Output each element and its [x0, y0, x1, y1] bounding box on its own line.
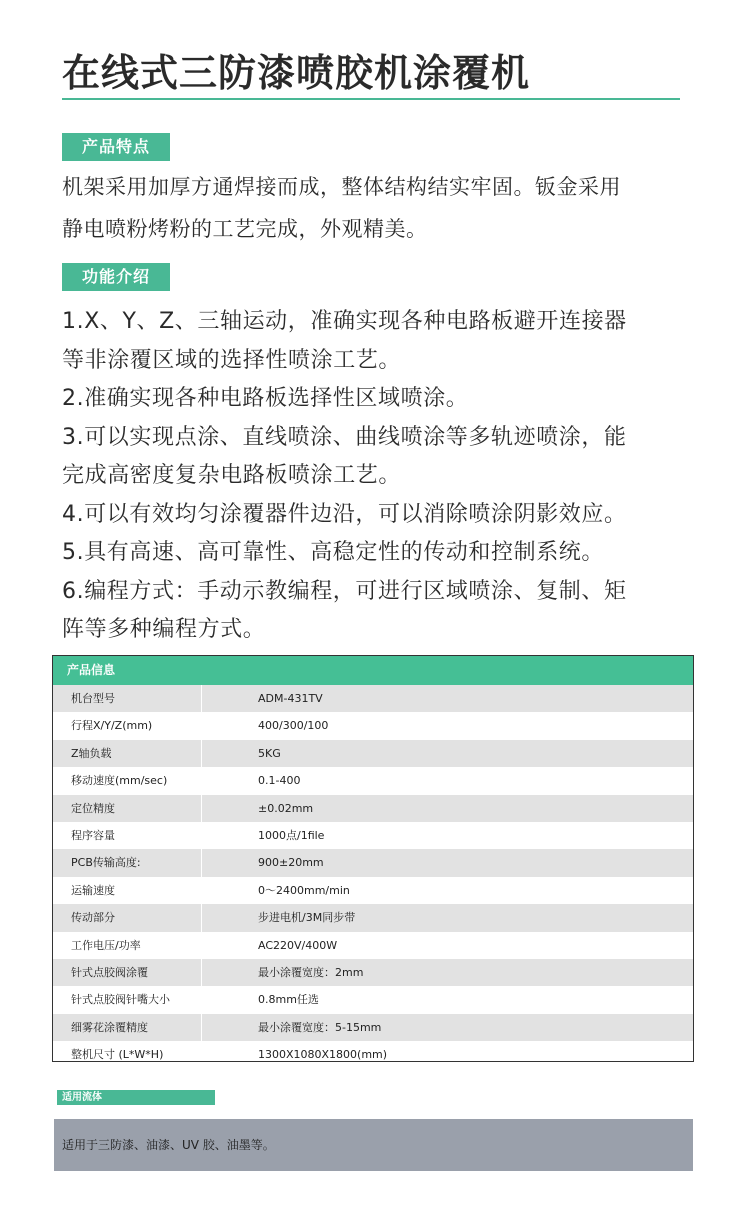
row-value: 1000点/1file: [258, 828, 325, 842]
functions-line: 等非涂覆区域的选择性喷涂工艺。: [62, 347, 402, 373]
row-label: 针式点胶阀涂覆: [71, 965, 148, 979]
row-label: 整机尺寸 (L*W*H): [71, 1048, 164, 1062]
functions-line: 5.具有高速、高可靠性、高稳定性的传动和控制系统。: [62, 540, 604, 565]
row-label: 细雾花涂覆精度: [71, 1020, 148, 1034]
row-value: 900±20mm: [258, 856, 324, 870]
row-value: AC220V/400W: [258, 938, 338, 952]
table-row: [53, 849, 693, 876]
fluids-box: [54, 1119, 693, 1171]
table-row: [53, 986, 693, 1013]
features-text: [62, 166, 692, 250]
row-label: 程序容量: [71, 828, 115, 842]
table-row: [53, 767, 693, 794]
features-line: 静电喷粉烤粉的工艺完成，外观精美。: [62, 217, 428, 241]
row-value: 最小涂覆宽度：5-15mm: [258, 1020, 382, 1034]
table-row: [53, 1014, 693, 1041]
row-value: 0.1-400: [258, 774, 301, 788]
functions-line: 1.X、Y、Z、三轴运动，准确实现各种电路板避开连接器: [62, 309, 627, 334]
row-label: 工作电压/功率: [71, 938, 141, 952]
functions-tag: 功能介绍: [62, 263, 170, 291]
functions-list: [62, 303, 702, 650]
product-info-header: 产品信息: [53, 656, 693, 685]
row-value: 步进电机/3M同步带: [258, 911, 356, 925]
row-value: 5KG: [258, 746, 281, 760]
row-label: 针式点胶阀针嘴大小: [71, 993, 170, 1007]
product-info-table: [52, 655, 694, 1062]
functions-line: 6.编程方式：手动示教编程，可进行区域喷涂、复制、矩: [62, 578, 627, 604]
row-label: PCB传输高度:: [71, 856, 141, 870]
title-divider: [62, 98, 680, 100]
table-row: [53, 877, 693, 904]
table-row: [53, 959, 693, 986]
row-value: 0.8mm任选: [258, 993, 319, 1007]
table-row: [53, 1041, 693, 1068]
row-value: 0～2400mm/min: [258, 883, 350, 897]
column-divider: [201, 685, 202, 1061]
functions-line: 4.可以有效均匀涂覆器件边沿，可以消除喷涂阴影效应。: [62, 501, 627, 527]
functions-line: 阵等多种编程方式。: [62, 617, 266, 642]
row-label: 移动速度(mm/sec): [71, 774, 168, 788]
table-row: [53, 712, 693, 739]
table-row: [53, 740, 693, 767]
row-label: 机台型号: [71, 692, 115, 705]
table-row: [53, 932, 693, 959]
table-row: [53, 904, 693, 931]
row-value: 最小涂覆宽度：2mm: [258, 965, 364, 979]
row-label: 运输速度: [71, 883, 115, 897]
row-label: 定位精度: [71, 801, 115, 815]
row-value: 1300X1080X1800(mm): [258, 1048, 388, 1062]
row-label: 行程X/Y/Z(mm): [71, 719, 153, 733]
fluids-text: 适用于三防漆、油漆、UV 胶、油墨等。: [62, 1138, 275, 1152]
functions-line: 2.准确实现各种电路板选择性区域喷涂。: [62, 386, 469, 411]
table-row: [53, 795, 693, 822]
fluids-tag: 适用流体: [57, 1090, 215, 1105]
functions-line: 完成高密度复杂电路板喷涂工艺。: [62, 463, 402, 488]
features-tag: 产品特点: [62, 133, 170, 161]
row-label: 传动部分: [71, 911, 115, 925]
table-row: [53, 822, 693, 849]
features-line: 机架采用加厚方通焊接而成，整体结构结实牢固。钣金采用: [62, 175, 621, 199]
table-row: [53, 685, 693, 712]
page-title: 在线式三防漆喷胶机涂覆机: [62, 50, 531, 95]
row-value: ±0.02mm: [258, 801, 314, 815]
row-value: ADM-431TV: [258, 692, 323, 705]
row-value: 400/300/100: [258, 719, 329, 733]
functions-line: 3.可以实现点涂、直线喷涂、曲线喷涂等多轨迹喷涂，能: [62, 424, 627, 450]
row-label: Z轴负载: [71, 746, 112, 760]
